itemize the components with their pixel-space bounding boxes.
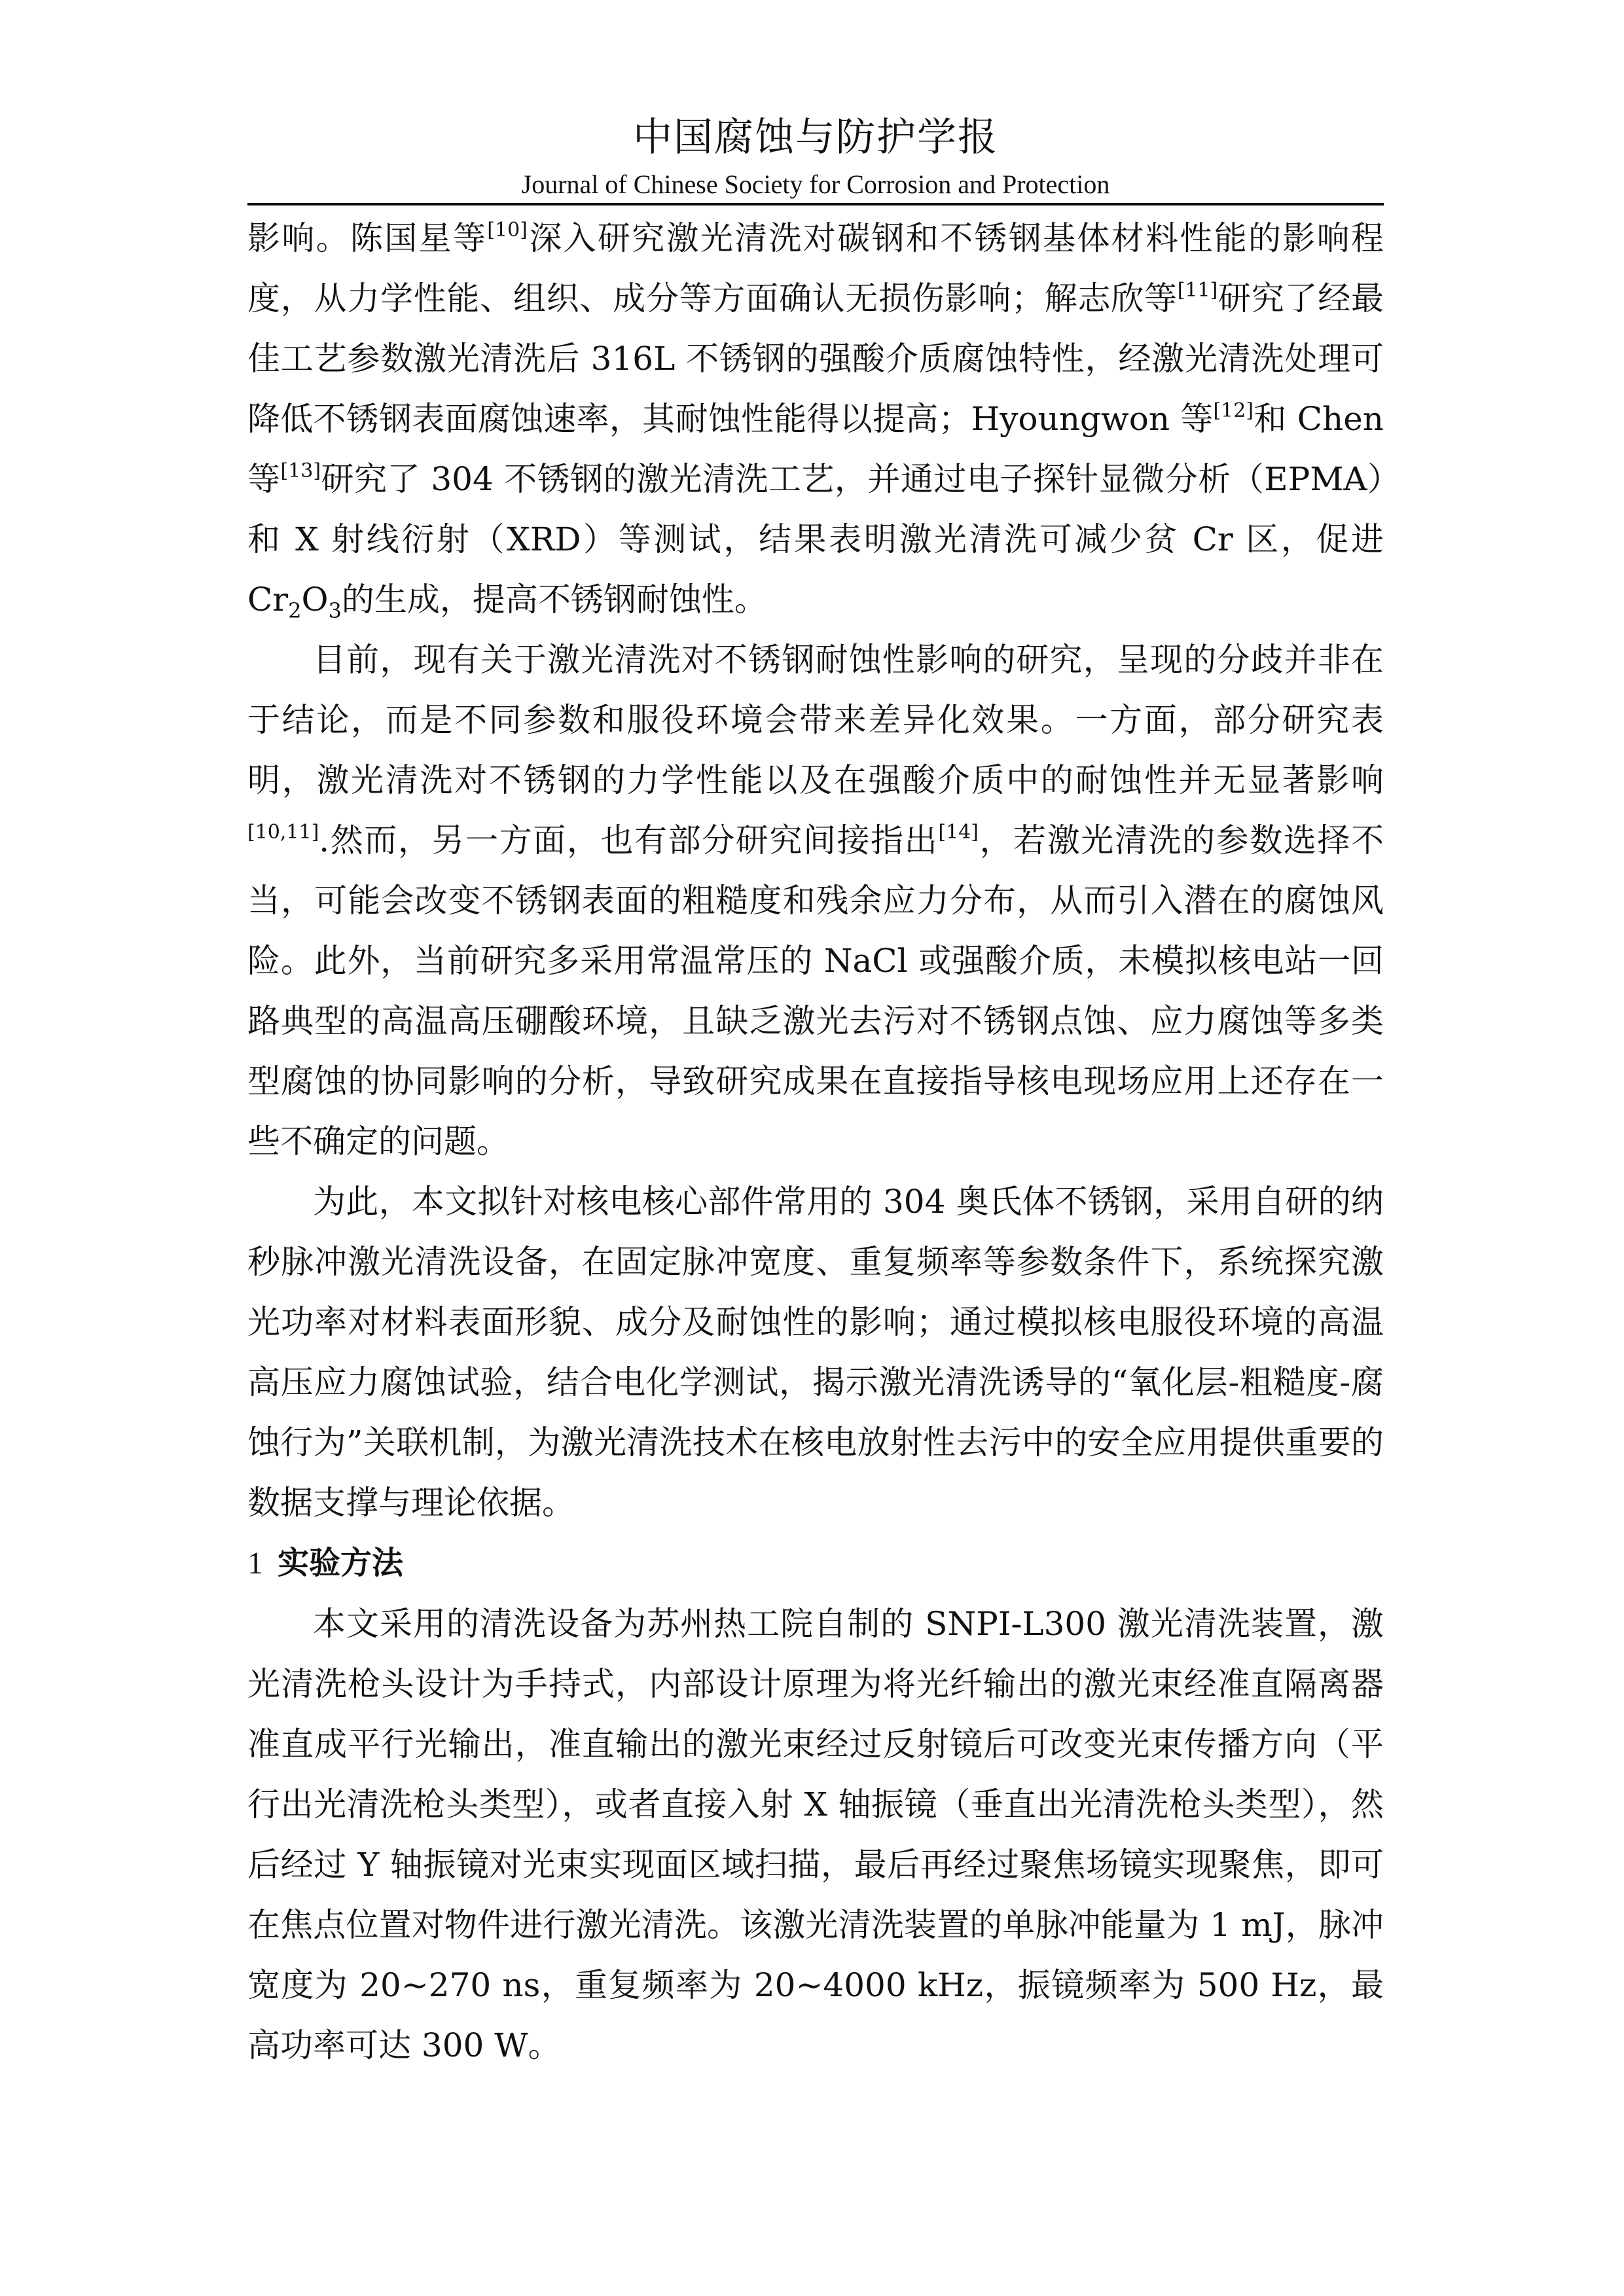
text-span: 目前，现有关于激光清洗对不锈钢耐蚀性影响的研究，呈现的分歧并非在于结论，而是不同参数和服役环境会带来差异化效果。一方面，部分研究表明，激光清洗对不锈钢的力学性能以及在强酸介质中的耐蚀性并无显著影响 xyxy=(247,641,1384,799)
text-span: O xyxy=(301,581,329,619)
text-span: ，若激光清洗的参数选择不当，可能会改变不锈钢表面的粗糙度和残余应力分布，从而引入潜在的腐蚀风险。此外，当前研究多采用常温常压的 NaCl 或强酸介质，未模拟核电站一回路典型的高温高压硼酸环境，且缺乏激光去污对不锈钢点蚀、应力腐蚀等多类型腐蚀的协同影响的分析，导致研究成果在直接指导核电现场应用上还存在一些不确定的问题。 xyxy=(247,821,1384,1160)
paragraph-3: 为此，本文拟针对核电核心部件常用的 304 奥氏体不锈钢，采用自研的纳秒脉冲激光清洗设备，在固定脉冲宽度、重复频率等参数条件下，系统探究激光功率对材料表面形貌、成分及耐蚀性的影响；通过模拟核电服役环境的高温高压应力腐蚀试验，结合电化学测试，揭示激光清洗诱导的“氧化层-粗糙度-腐蚀行为”关联机制，为激光清洗技术在核电放射性去污中的安全应用提供重要的数据支撑与理论依据。 xyxy=(247,1183,1384,1522)
citation-ref: [11] xyxy=(1177,279,1218,302)
citation-ref: [13] xyxy=(280,459,321,483)
text-span: 影响。陈国星等 xyxy=(247,219,488,257)
subscript: 3 xyxy=(328,598,342,623)
journal-header xyxy=(247,110,1384,202)
section-number: 1 xyxy=(247,1546,263,1581)
citation-ref: [10,11] xyxy=(247,821,319,844)
text-span: 的生成，提高不锈钢耐蚀性。 xyxy=(341,581,767,619)
text-span: .然而，另一方面，也有部分研究间接指出 xyxy=(319,821,939,859)
journal-title-cn: 中国腐蚀与防护学报 xyxy=(633,115,998,160)
header-divider xyxy=(247,203,1384,206)
paragraph-4: 本文采用的清洗设备为苏州热工院自制的 SNPI-L300 激光清洗装置，激光清洗枪头设计为手持式，内部设计原理为将光纤输出的激光束经准直隔离器准直成平行光输出，准直输出的激光束经过反射镜后可改变光束传播方向（平行出光清洗枪头类型），或者直接入射 X 轴振镜（垂直出光清洗枪头类型），然后经过 Y 轴振镜对光束实现面区域扫描，最后再经过聚焦场镜实现聚焦，即可在焦点位置对物件进行激光清洗。该激光清洗装置的单脉冲能量为 1 mJ，脉冲宽度为 20~270 ns，重复频率为 20~4000 kHz，振镜频率为 500 Hz，最高功率可达 300 W。 xyxy=(247,1605,1384,2064)
section-heading xyxy=(247,1533,1384,1594)
text-span: 研究了经最佳工艺参数激光清洗后 316L 不锈钢的强酸介质腐蚀特性，经激光清洗处理可降低不锈钢表面腐蚀速率，其耐蚀性能得以提高；Hyoungwon 等 xyxy=(247,279,1384,438)
citation-ref: [12] xyxy=(1213,399,1254,423)
citation-ref: [10] xyxy=(487,219,528,242)
article-body xyxy=(247,208,1384,2075)
text-span: 研究了 304 不锈钢的激光清洗工艺，并通过电子探针显微分析（EPMA）和 X 射线衍射（XRD）等测试，结果表明激光清洗可减少贫 Cr 区，促进 Cr xyxy=(247,460,1384,619)
section-title: 实验方法 xyxy=(278,1545,404,1581)
paragraph-2 xyxy=(247,630,1384,1172)
paragraph-1 xyxy=(247,208,1384,630)
text-span: 和 Chen 等 xyxy=(247,400,1384,498)
journal-title-en: Journal of Chinese Society for Corrosion and Protection xyxy=(521,170,1110,199)
subscript: 2 xyxy=(288,598,302,623)
citation-ref: [14] xyxy=(938,821,979,844)
text-span: 深入研究激光清洗对碳钢和不锈钢基体材料性能的影响程度，从力学性能、组织、成分等方面确认无损伤影响；解志欣等 xyxy=(247,219,1384,317)
